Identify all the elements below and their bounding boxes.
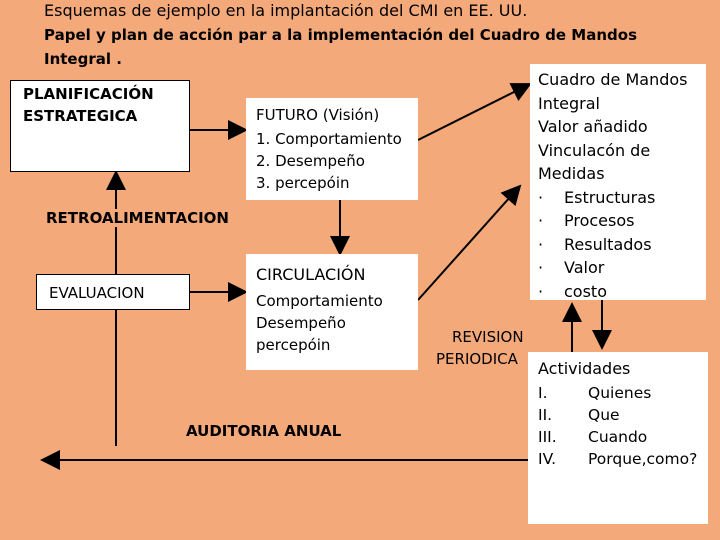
cmi-line: Cuadro de Mandos — [538, 70, 688, 89]
actividades-num: I. — [538, 384, 548, 402]
retroalimentacion-label: RETROALIMENTACION — [46, 209, 229, 227]
header-line-1: Esquemas de ejemplo en la implantación del CMI en EE. UU. — [44, 1, 528, 20]
cmi-line: Vinculacón de — [538, 140, 651, 160]
revision-line: REVISION — [452, 328, 524, 346]
bullet-icon: · — [538, 187, 544, 207]
actividades-num: II. — [538, 406, 553, 424]
cmi-bullet-row — [538, 209, 688, 233]
cmi-bullet-row — [538, 256, 688, 280]
cmi-line: Integral — [538, 93, 600, 113]
circulacion-item: Comportamiento — [256, 292, 383, 310]
actividades-text: Cuando — [588, 428, 648, 446]
circulacion-box — [246, 254, 418, 370]
arrow-futuro-to-cmi — [418, 84, 530, 140]
header-line-3: Integral . — [44, 50, 122, 68]
actividades-list — [538, 382, 697, 470]
futuro-list — [256, 128, 402, 194]
planificacion-box — [10, 80, 190, 172]
auditoria-label: AUDITORIA ANUAL — [186, 422, 342, 440]
cmi-bullet-text: Valor — [564, 258, 605, 277]
actividades-num: IV. — [538, 450, 557, 468]
circulacion-item: percepóin — [256, 336, 331, 354]
cmi-bullet-text: Procesos — [564, 211, 635, 230]
circulacion-list — [256, 290, 383, 356]
futuro-box — [246, 98, 418, 200]
cmi-bullet-text: costo — [564, 281, 607, 301]
actividades-box — [528, 352, 708, 524]
actividades-title: Actividades — [538, 359, 631, 378]
revision-line: PERIODICA — [436, 350, 518, 368]
cmi-bullet-row — [538, 280, 688, 304]
actividades-num: III. — [538, 428, 557, 446]
futuro-item: 1. Comportamiento — [256, 130, 402, 148]
revision-label — [436, 326, 524, 370]
cmi-bullet-row — [538, 186, 688, 210]
arrow-circulacion-to-cmi — [418, 186, 520, 300]
cmi-bullet-text: Estructuras — [564, 187, 656, 207]
actividades-text: Que — [588, 406, 620, 424]
cmi-line: Valor añadido — [538, 117, 648, 136]
cmi-text — [538, 68, 688, 303]
circulacion-title: CIRCULACIÓN — [256, 265, 366, 284]
actividades-item — [538, 404, 697, 426]
cmi-bullet-text: Resultados — [564, 234, 652, 254]
actividades-text: Porque,como? — [588, 450, 698, 468]
futuro-item: 3. percepóin — [256, 174, 350, 192]
cmi-box — [530, 64, 706, 300]
evaluacion-box — [36, 274, 190, 310]
bullet-icon: · — [538, 211, 544, 230]
actividades-item — [538, 382, 697, 404]
actividades-text: Quienes — [588, 384, 652, 402]
evaluacion-label: EVALUACION — [49, 284, 145, 302]
bullet-icon: · — [538, 234, 544, 254]
header-line-2: Papel y plan de acción par a la implementación del Cuadro de Mandos — [44, 26, 637, 44]
actividades-item — [538, 426, 697, 448]
planificacion-label: PLANIFICACIÓN ESTRATEGICA — [23, 85, 154, 125]
futuro-item: 2. Desempeño — [256, 152, 365, 170]
futuro-title: FUTURO (Visión) — [256, 106, 380, 124]
cmi-bullet-row — [538, 233, 688, 257]
circulacion-item: Desempeño — [256, 314, 346, 332]
bullet-icon: · — [538, 281, 544, 301]
actividades-item — [538, 448, 697, 470]
cmi-line: Medidas — [538, 164, 605, 183]
bullet-icon: · — [538, 258, 544, 277]
